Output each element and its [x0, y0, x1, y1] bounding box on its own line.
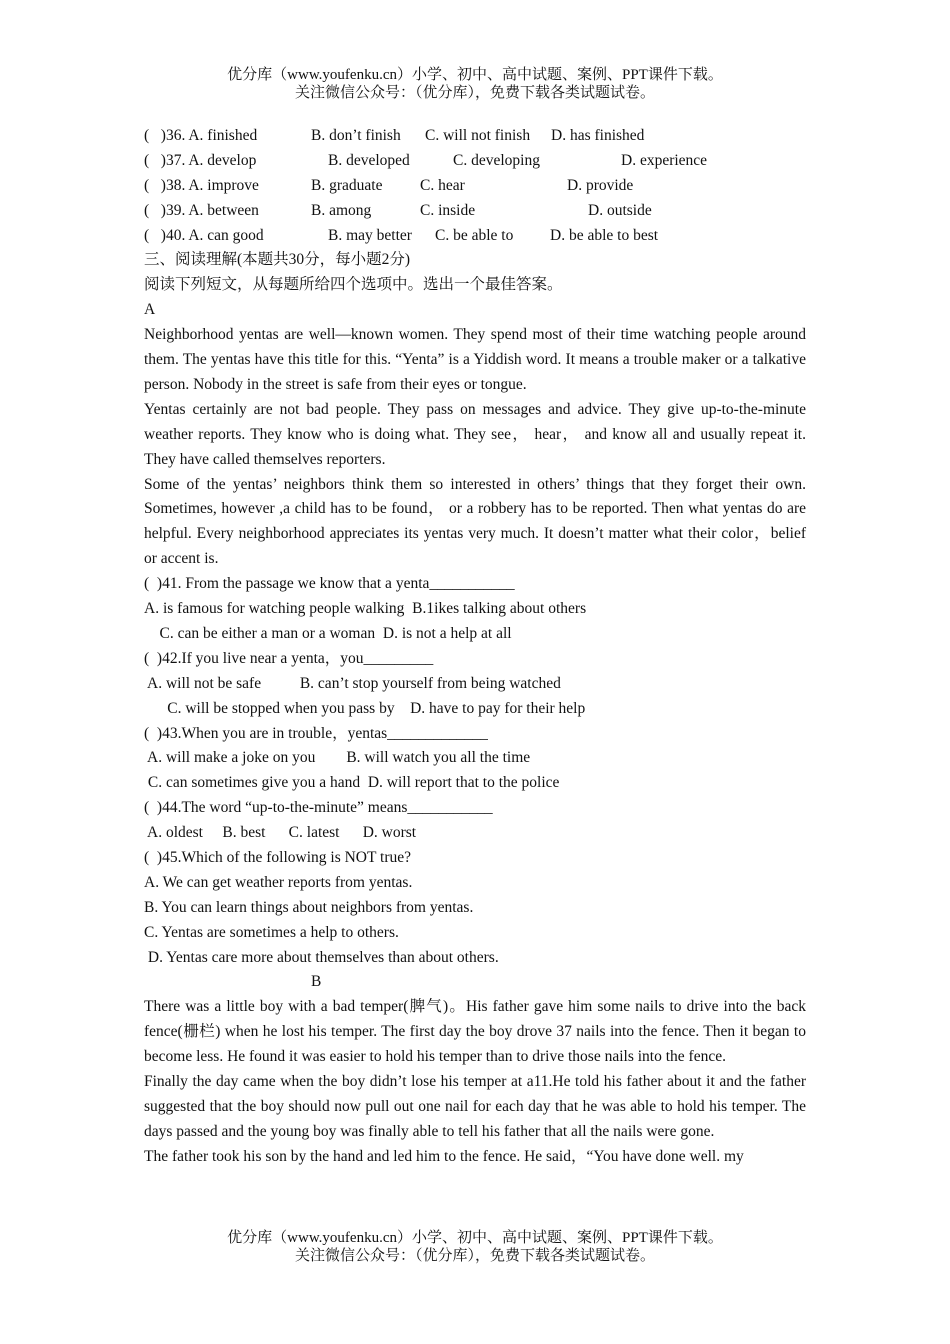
cloze-question-39 [144, 199, 806, 224]
passage-b-paragraph-3: The father took his son by the hand and led him to the fence. He said，“You have done well. my [144, 1147, 744, 1165]
cloze-question-40 [144, 224, 806, 249]
cloze-38-option-c: C. hear [420, 176, 465, 194]
cloze-37-option-c: C. developing [453, 151, 540, 169]
footer-line-2: 关注微信公众号：（优分库），免费下载各类试题试卷。 [294, 1248, 655, 1264]
cloze-39-option-b: B. among [311, 201, 372, 219]
cloze-39-option-d: D. outside [588, 201, 652, 219]
cloze-question-37 [144, 149, 806, 174]
passage-a-paragraph-1: Neighborhood yentas are well—known women. They spend most of their time watching people around them. The yentas have this title for this. “Yenta” is a Yiddish word. It means a trouble maker or a talkative person. Nobody in the street is safe from their eyes or tongue. [144, 326, 806, 393]
passage-a-paragraph-2: Yentas certainly are not bad people. They pass on messages and advice. They give up-to-the-minute weather reports. They know who is doing what. They see， hear， and know all and usually repeat it. They have called themselves reporters. [144, 400, 806, 468]
question-42-stem: ( )42.If you live near a yenta，you_________ [144, 649, 434, 667]
question-41-stem: ( )41. From the passage we know that a yenta___________ [144, 575, 515, 593]
question-43-options-1: A. will make a joke on you B. will watch you all the time [144, 749, 531, 767]
cloze-37-option-d: D. experience [621, 151, 708, 169]
cloze-36-option-a: ( )36. A. finished [144, 127, 258, 144]
cloze-36-option-b: B. don’t finish [311, 127, 401, 144]
question-45-option-c: C. Yentas are sometimes a help to others. [144, 923, 399, 941]
question-41-options-2: C. can be either a man or a woman D. is not a help at all [144, 624, 512, 642]
passage-b-paragraph-1: There was a little boy with a bad temper(脾气)。His father gave him some nails to drive into the back fence(栅栏) when he lost his temper. The first day the boy drove 37 nails into the fence. Then it began to become less. He found it was easier to hold his temper than to drive those nails into the fence. [144, 998, 806, 1066]
cloze-37-option-a: ( )37. A. develop [144, 151, 257, 169]
passage-a-paragraph-3: Some of the yentas’ neighbors think them so interested in others’ things that they forget their own. Sometimes, however ,a child has to be found， or a robbery has to be reported. Then what yentas do are helpful. Every neighborhood appreciates its yentas very much. It doesn’t matter what their color，belief or accent is. [144, 475, 806, 568]
cloze-40-option-c: C. be able to [435, 226, 514, 244]
cloze-36-option-d: D. has finished [551, 127, 645, 144]
cloze-38-option-a: ( )38. A. improve [144, 176, 259, 194]
cloze-36-option-c: C. will not finish [425, 127, 531, 144]
passage-b-label: B [311, 973, 322, 991]
question-44-stem: ( )44.The word “up-to-the-minute” means___________ [144, 799, 493, 817]
exam-content [144, 124, 806, 1170]
question-42-options-1: A. will not be safe B. can’t stop yourself from being watched [144, 674, 561, 692]
question-42-options-2: C. will be stopped when you pass by D. have to pay for their help [144, 699, 586, 717]
cloze-38-option-d: D. provide [567, 176, 634, 194]
section-title: 三、阅读理解(本题共30分，每小题2分) [144, 251, 411, 269]
question-44-options: A. oldest B. best C. latest D. worst [144, 824, 417, 842]
passage-b-paragraph-2: Finally the day came when the boy didn’t lose his temper at a11.He told his father about it and the father suggested that the boy should now pull out one nail for each day that he was able to hold his temper. The days passed and the young boy was finally able to tell his father that all the nails were gone. [144, 1073, 806, 1140]
passage-a-body [144, 323, 806, 572]
passage-b-body [144, 995, 806, 1169]
cloze-37-option-b: B. developed [328, 151, 410, 169]
cloze-40-option-d: D. be able to best [550, 226, 659, 244]
header-line-1: 优分库（www.youfenku.cn）小学、初中、高中试题、案例、PPT课件下载。 [227, 67, 723, 83]
question-43-stem: ( )43.When you are in trouble，yentas_____________ [144, 724, 488, 742]
cloze-39-option-c: C. inside [420, 201, 476, 219]
cloze-39-option-a: ( )39. A. between [144, 201, 259, 219]
passage-a-label: A [144, 301, 156, 319]
section-instruction: 阅读下列短文，从每题所给四个选项中。选出一个最佳答案。 [144, 276, 563, 294]
question-43-options-2: C. can sometimes give you a hand D. will report that to the police [144, 774, 560, 792]
cloze-question-38 [144, 174, 806, 199]
footer-line-1: 优分库（www.youfenku.cn）小学、初中、高中试题、案例、PPT课件下载。 [227, 1230, 723, 1246]
question-45-option-b: B. You can learn things about neighbors from yentas. [144, 898, 474, 916]
question-45-stem: ( )45.Which of the following is NOT true? [144, 848, 412, 866]
cloze-40-option-a: ( )40. A. can good [144, 226, 264, 244]
page-footer [0, 1229, 950, 1265]
question-45-option-a: A. We can get weather reports from yentas. [144, 873, 413, 891]
question-45-option-d: D. Yentas care more about themselves than about others. [144, 948, 499, 966]
cloze-38-option-b: B. graduate [311, 176, 383, 194]
page-header [0, 66, 950, 102]
question-41-options-1: A. is famous for watching people walking B.1ikes talking about others [144, 600, 587, 618]
header-line-2: 关注微信公众号：（优分库），免费下载各类试题试卷。 [294, 85, 655, 101]
cloze-question-36 [144, 124, 806, 149]
cloze-40-option-b: B. may better [328, 226, 412, 244]
